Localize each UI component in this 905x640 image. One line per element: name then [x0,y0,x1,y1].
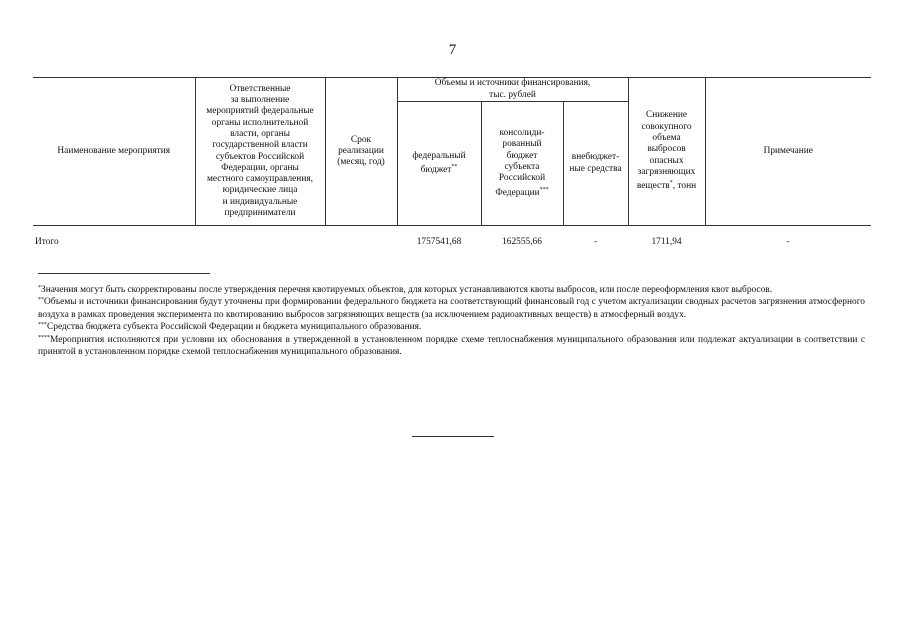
header-federal: федеральный бюджет** [397,102,481,226]
funding-table [33,77,871,248]
table-row-total [33,226,871,249]
header-name: Наименование мероприятия [33,78,195,226]
header-term: Срок реализации (месяц, год) [325,78,397,226]
total-consolidated: 162555,66 [502,237,542,247]
total-offbudget: - [593,237,598,247]
footnote-1: *Значения могут быть скорректированы после утверждения перечня квотируемых объектов, для которых устанавливаются квоты выбросов, или после переоформления квот выбросов. [38,285,773,295]
header-consolidated: консолиди- рованный бюджет субъекта Российской Федерации*** [481,102,563,226]
header-offbudget: внебюджет- ные средства [563,102,628,226]
page-number: 7 [448,42,457,58]
header-responsible: Ответственные за выполнение мероприятий федеральные органы исполнительной власти, органы государственной власти субъектов Российской Федерации, органы местного самоуправления, юридические лица и индивидуальные предприниматели [195,78,325,226]
footnote-4: ****Мероприятия исполняются при условии их обоснования в утвержденной в установленном порядке схеме теплоснабжения муниципального образования или подлежат актуализации в соответствии с принятой в установленном порядке схемой теплоснабжения муниципального образования. [38,334,865,358]
total-label: Итого [35,237,59,247]
end-separator [412,436,494,437]
total-federal: 1757541,68 [416,237,462,247]
header-note: Примечание [705,78,871,226]
header-reduction: Снижение совокупного объема выбросов опасных загрязняющих веществ*, тонн [628,78,705,226]
total-reduction: 1711,94 [651,237,682,247]
total-note: - [786,237,790,247]
footnote-2: **Объемы и источники финансирования будут уточнены при формировании федерального бюджета на соответствующий финансовый год с учетом актуализации сводных расчетов загрязнения атмосферного воздуха в рамках проведения эксперимента по квотированию выбросов загрязняющих веществ (за исключением радиоактивных веществ) в атмосферный воздух. [38,297,865,320]
footnote-separator [38,273,210,274]
footnote-3: ***Средства бюджета субъекта Российской Федерации и бюджета муниципального образования. [38,322,422,333]
header-funding-group: Объемы и источники финансирования, тыс. рублей [397,78,628,102]
footnotes [38,284,865,358]
